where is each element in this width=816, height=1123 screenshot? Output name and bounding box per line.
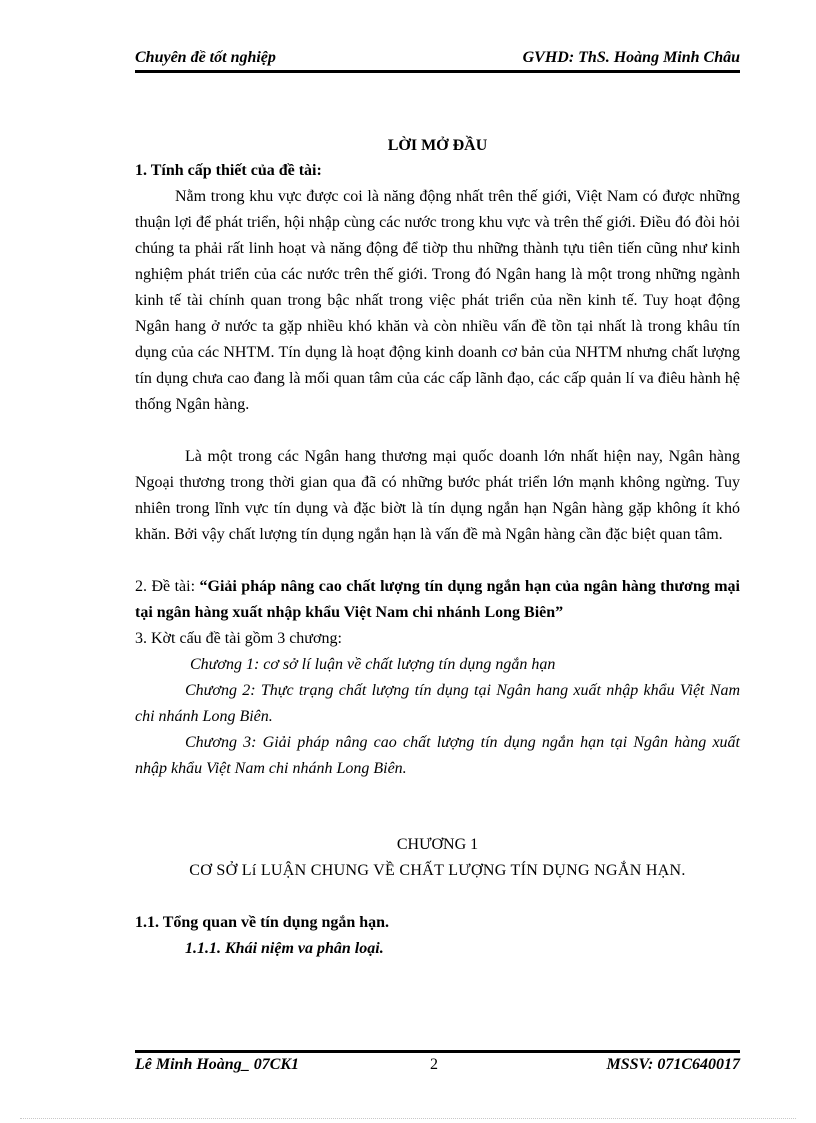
chapter-list-item-1: Chương 1: cơ sở lí luận về chất lượng tín dụng ngắn hạn: [190, 656, 556, 673]
footer-rule: [135, 1050, 740, 1053]
section1-paragraph-2: Là một trong các Ngân hang thương mại quốc doanh lớn nhất hiện nay, Ngân hàng Ngoại thương trong thời gian qua đã có những bước phát triển lớn mạnh không ngừng. Tuy nhiên trong lĩnh vực tín dụng và đặc biờt là tín dụng ngắn hạn Ngân hàng gặp không ít khó khăn. Bởi vậy chất lượng tín dụng ngắn hạn là vấn đề mà Ngân hàng cần đặc biệt quan tâm.: [135, 448, 740, 543]
chapter-list-item-3: Chương 3: Giải pháp nâng cao chất lượng tín dụng ngắn hạn tại Ngân hàng xuất nhập khẩu Việt Nam chi nhánh Long Biên.: [135, 734, 740, 777]
section1-paragraph-1: Nằm trong khu vực được coi là năng động nhất trên thế giới, Việt Nam có được những thuận lợi để phát triển, hội nhập cùng các nước trong khu vực và trên thế giới. Điều đó đòi hỏi chúng ta phải rất linh hoạt và năng động để tiờp thu những thành tựu tiên tiến cũng như kinh nghiệm phát triển của các nước trên thế giới. Trong đó Ngân hang là một trong những ngành kinh tế tài chính quan trong bậc nhất trong việc phát triển của nền kinh tế. Tuy hoạt động Ngân hang ở nước ta gặp nhiều khó khăn và còn nhiều vấn đề tồn tại nhất là trong khâu tín dụng của các NHTM. Tín dụng là hoạt động kinh doanh cơ bản của NHTM nhưng chất lượng tín dụng chưa cao đang là mối quan tâm của các cấp lãnh đạo, các cấp quản lí va điêu hành hệ thống Ngân hàng.: [135, 188, 740, 413]
header-doc-type: Chuyên đề tốt nghiệp: [135, 49, 276, 66]
section2-topic-title: “Giải pháp nâng cao chất lượng tín dụng ngắn hạn của ngân hàng thương mại tại ngân hàng xuất nhập khẩu Việt Nam chi nhánh Long Biên”: [135, 578, 741, 621]
section2-topic: [135, 574, 740, 626]
chapter-list-item-2: Chương 2: Thực trạng chất lượng tín dụng tại Ngân hang xuất nhập khẩu Việt Nam chi nhánh Long Biên.: [135, 682, 740, 725]
subsubsection-heading: 1.1.1. Khái niệm va phân loại.: [185, 940, 384, 957]
page-edge-divider: [20, 1118, 796, 1119]
page-footer: [135, 1056, 740, 1078]
subsection-heading: 1.1. Tổng quan về tín dụng ngắn hạn.: [135, 914, 390, 931]
section3-heading: 3. Kờt cấu đề tài gồm 3 chương:: [135, 630, 342, 647]
page-title: LỜI MỞ ĐẦU: [387, 137, 488, 154]
footer-student-id: MSSV: 071C640017: [606, 1056, 740, 1073]
chapter-number: CHƯƠNG 1: [396, 836, 479, 853]
footer-author: Lê Minh Hoàng_ 07CK1: [135, 1056, 300, 1073]
chapter-title: CƠ SỞ Lí LUẬN CHUNG VỀ CHẤT LƯỢNG TÍN DỤNG NGẮN HẠN.: [189, 862, 686, 879]
page-header: [135, 47, 740, 71]
page-number: 2: [430, 1056, 438, 1073]
section1-heading: 1. Tính cấp thiết của đề tài:: [135, 162, 322, 179]
header-rule: [135, 70, 740, 73]
header-supervisor: GVHD: ThS. Hoàng Minh Châu: [522, 49, 740, 66]
section2-prefix: 2. Đề tài:: [135, 578, 200, 595]
